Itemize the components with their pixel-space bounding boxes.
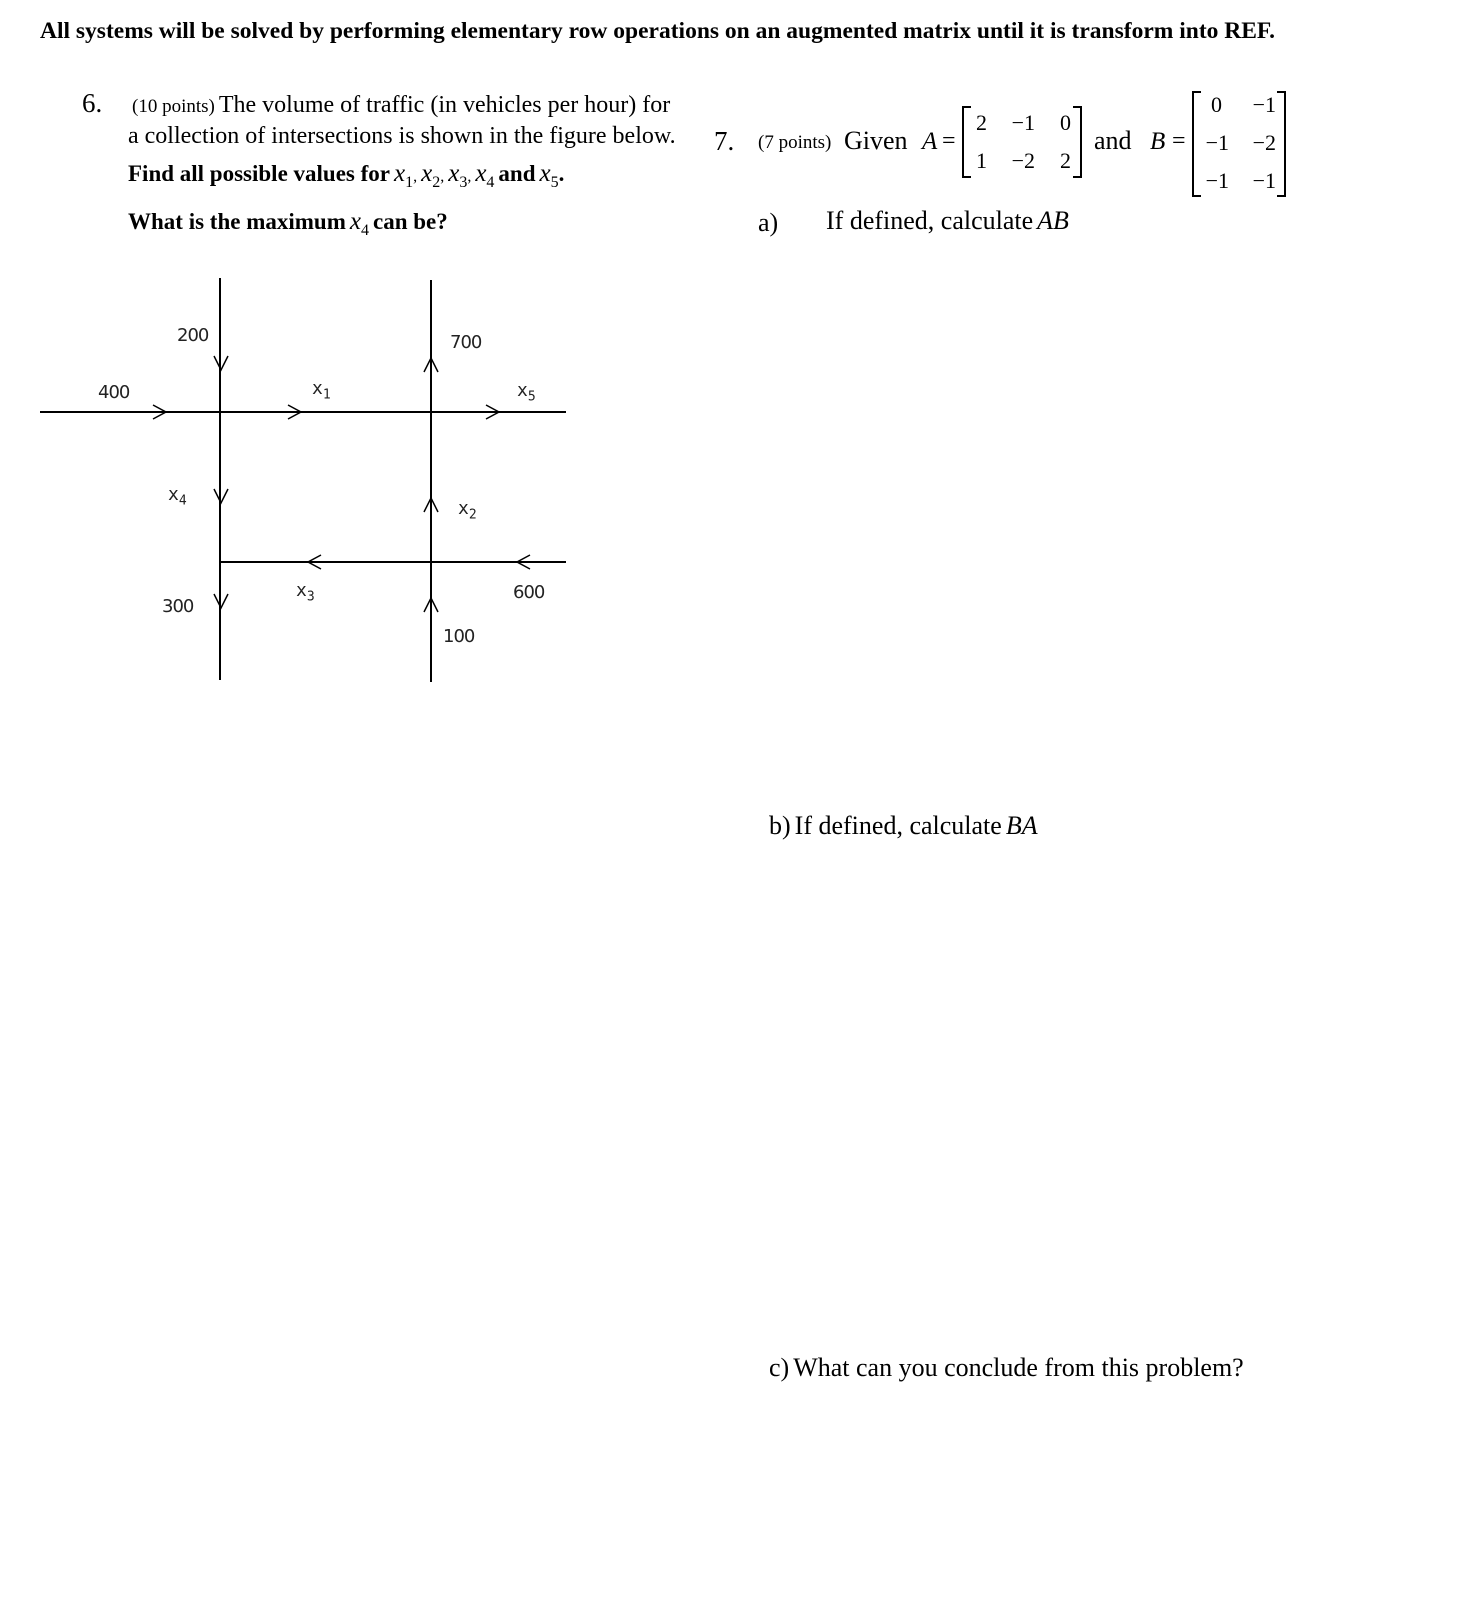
matrix-b-cell: −1 <box>1205 130 1229 155</box>
matrix-a-cell: −2 <box>1011 148 1035 173</box>
fig-var-x5: $x_5$ <box>517 380 536 405</box>
q7-matrix-b-name: B <box>1150 128 1166 155</box>
matrix-a-cell: −1 <box>1011 110 1035 135</box>
q6-max-suffix: can be? <box>372 209 448 234</box>
matrix-b-cell: 0 <box>1211 92 1222 117</box>
q6-max-prefix: What is the maximum <box>128 209 346 234</box>
q6-and: and <box>498 161 536 186</box>
flow-label-700: 700 <box>450 332 482 353</box>
q6-line2: a collection of intersections is shown in the figure below. <box>128 123 676 149</box>
q7-part-a-label: a) <box>758 208 779 237</box>
q6-var-x2: $x_2$ <box>421 160 441 191</box>
q6-find-prefix: Find all possible values for <box>128 161 390 186</box>
q7-part-a <box>826 206 1069 236</box>
matrix-b-cell: −1 <box>1205 168 1229 193</box>
fig-var-x1: $x_1$ <box>312 378 331 403</box>
q7-part-a-text: If defined, calculate <box>826 206 1034 235</box>
flow-label-100: 100 <box>443 626 475 647</box>
q7-part-c-text: What can you conclude from this problem? <box>793 1353 1244 1382</box>
q7-matrix-a-name: A <box>922 128 938 155</box>
q7-part-c <box>769 1353 1244 1383</box>
q6-points: (10 points) <box>132 96 215 117</box>
q7-part-c-label: c) <box>769 1353 790 1382</box>
matrix-b-right-bracket <box>1277 91 1286 197</box>
flow-label-200: 200 <box>177 325 209 346</box>
q7-part-b <box>769 811 1038 841</box>
q7-part-a-expr: AB <box>1037 206 1069 235</box>
fig-var-x4: $x_4$ <box>168 484 187 509</box>
q6-var-x3: $x_3$ <box>448 160 468 191</box>
q6-max-var: $x_4$ <box>349 208 369 239</box>
matrix-a-cell: 0 <box>1060 110 1071 135</box>
q6-var-x4: $x_4$ <box>475 160 495 191</box>
q7-points: (7 points) <box>758 132 832 153</box>
matrix-a-cell: 1 <box>976 148 987 173</box>
flow-label-600: 600 <box>513 582 545 603</box>
fig-var-x3: $x_3$ <box>296 580 315 605</box>
q7-part-b-expr: BA <box>1005 811 1038 840</box>
q6-var-x1: $x_1$ <box>393 160 414 191</box>
q7-equals-b: = <box>1172 128 1186 154</box>
q7-number: 7. <box>714 126 735 156</box>
q6-var-x5: $x_5$ <box>539 160 559 191</box>
matrix-a-right-bracket <box>1073 106 1082 178</box>
matrix-b-cell: −1 <box>1252 92 1276 117</box>
q6-number: 6. <box>82 88 103 118</box>
matrix-a-cell: 2 <box>976 110 987 135</box>
q7-and: and <box>1094 126 1132 155</box>
matrix-b-cell: −2 <box>1252 130 1276 155</box>
flow-label-300: 300 <box>162 596 194 617</box>
q7-part-b-label: b) <box>769 811 791 840</box>
q7-equals-a: = <box>942 128 956 154</box>
q7-part-b-text: If defined, calculate <box>794 811 1002 840</box>
fig-var-x2: $x_2$ <box>458 498 477 523</box>
matrix-b-cell: −1 <box>1252 168 1276 193</box>
matrix-a-cell: 2 <box>1060 148 1071 173</box>
flow-label-400: 400 <box>98 382 130 403</box>
q6-line1: The volume of traffic (in vehicles per hour) for <box>218 92 671 118</box>
q7-given: Given <box>844 126 908 155</box>
instructions-header: All systems will be solved by performing elementary row operations on an augmented matrix until it is transform into REF. <box>40 18 1276 44</box>
q6-find-line: Find all possible values for $x_1$, $x_2$, $x_3$, $x_4$ and $x_5$. <box>128 160 565 191</box>
